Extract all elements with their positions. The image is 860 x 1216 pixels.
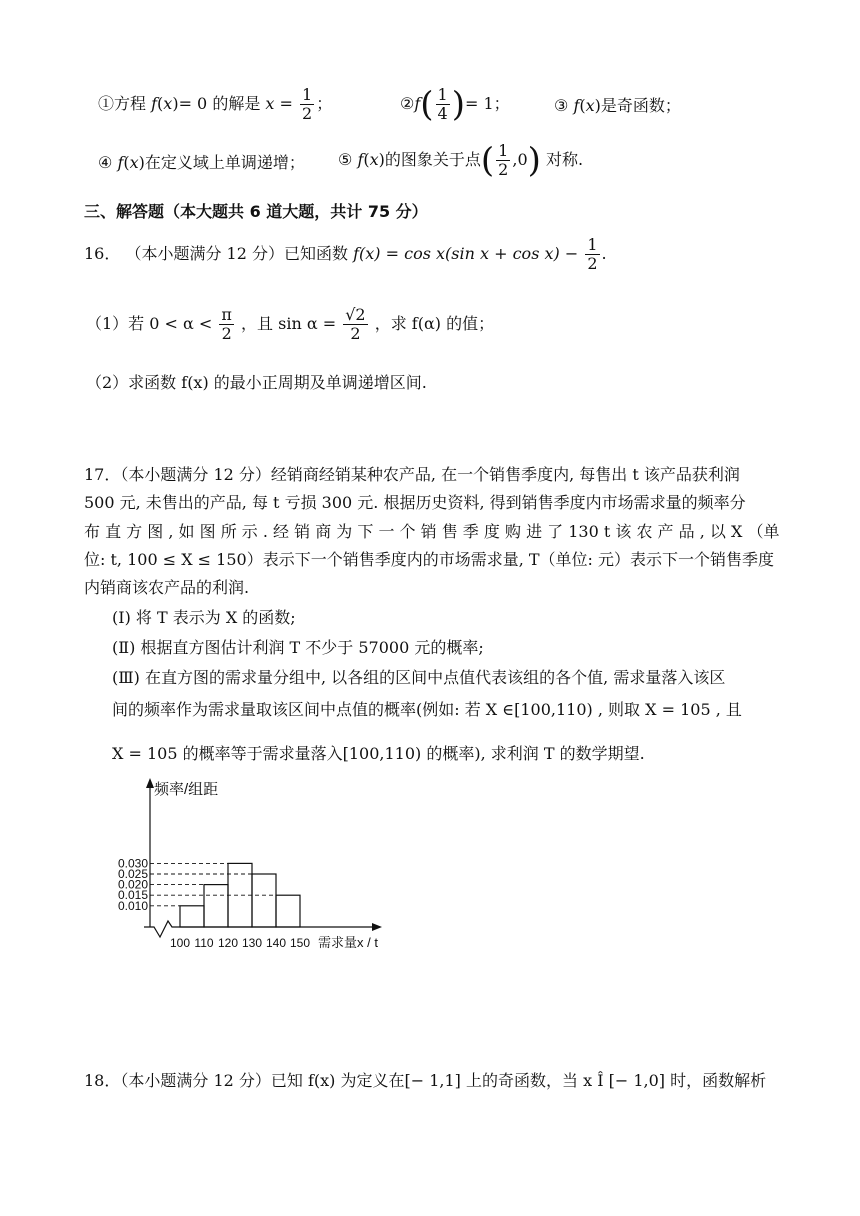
item-5: ⑤ f(x)的图象关于点( $\frac{1}{2}$ ,0) 对称. xyxy=(338,140,584,181)
y-tick-label: 0.030 xyxy=(117,856,148,871)
y-tick-label: 0.025 xyxy=(117,867,148,881)
item-2: ②f( $\frac{1}{4}$ )= 1； xyxy=(400,84,510,125)
x-tick-label: 140 xyxy=(265,936,287,950)
q17-line-5: 内销商该农产品的利润. xyxy=(84,578,250,597)
y-tick-label: 0.015 xyxy=(117,888,148,903)
item-2-fraction: $\frac{1}{4}$ xyxy=(437,85,448,123)
q17-part-2: (Ⅱ) 根据直方图估计利润 T 不少于 57000 元的概率; xyxy=(112,638,484,657)
histogram-bar xyxy=(252,874,276,927)
q16-part-1 xyxy=(86,306,494,343)
histogram-bar xyxy=(276,895,300,927)
y-tick-label: 0.010 xyxy=(117,898,148,913)
q16-part1-c: ，求 f(α) 的值； xyxy=(374,314,495,333)
q17-part-3a: (Ⅲ) 在直方图的需求量分组中, 以各组的区间中点值代表该组的各个值, 需求量落入该区 xyxy=(112,668,726,687)
q17-part-1: (Ⅰ) 将 T 表示为 X 的函数; xyxy=(112,608,296,627)
item-4: ④ f(x)在定义域上单调递增； xyxy=(98,153,305,172)
x-tick-label: 150 xyxy=(289,936,311,950)
x-tick-label: 120 xyxy=(217,936,239,950)
q16-part1-a: （1）若 0 < α < xyxy=(86,314,213,333)
item-1-mid: = 0 的解是 xyxy=(178,94,261,113)
q16-points: （本小题满分 12 分）已知函数 xyxy=(125,244,349,263)
item-3-suffix: 是奇函数； xyxy=(600,96,681,115)
item-1: ①方程 f(x)= 0 的解是 x = $\frac{1}{2}$ ； xyxy=(98,85,333,123)
item-3: ③ f(x)是奇函数； xyxy=(554,96,681,115)
item-1-fraction: $\frac{1}{2}$ xyxy=(302,85,313,123)
q16-pi-fraction: $\frac{\pi}{2}$ xyxy=(221,305,232,343)
item-3-prefix: ③ xyxy=(554,96,569,115)
q16-sqrt-fraction: $\frac{√2}{2}$ xyxy=(345,305,366,343)
q16-part-2: （2）求函数 f(x) 的最小正周期及单调递增区间. xyxy=(86,373,427,392)
q16-number: 16． xyxy=(84,244,121,263)
q17-line-4: 位: t, 100 ≤ X ≤ 150）表示下一个销售季度内的市场需求量, T（单位: 元）表示下一个销售季度 xyxy=(84,550,775,569)
question-16-stem: 16． （本小题满分 12 分）已知函数 f(x) = cos x(sin x + cos x) − $\frac{1}{2}$ . xyxy=(84,235,607,273)
q17-part-3c: X = 105 的概率等于需求量落入[100,110) 的概率), 求利润 T 的数学期望. xyxy=(112,744,645,763)
item-5-suffix: 对称. xyxy=(545,150,584,169)
y-axis-arrow-icon xyxy=(146,778,154,788)
y-axis-label: 频率/组距 xyxy=(154,781,219,798)
item-5-prefix: ⑤ xyxy=(338,150,353,169)
x-axis-arrow-icon xyxy=(372,923,382,931)
item-2-prefix: ② xyxy=(400,94,415,113)
frequency-histogram xyxy=(100,772,400,962)
item-5-mid: 的图象关于点 xyxy=(384,150,481,169)
x-axis-label: 需求量x / t xyxy=(318,935,378,950)
q17-line-2: 500 元, 未售出的产品, 每 t 亏损 300 元. 根据历史资料, 得到销售季度内市场需求量的频率分 xyxy=(84,493,746,512)
histogram-bar xyxy=(204,885,228,927)
x-tick-label: 110 xyxy=(194,936,214,950)
item-4-prefix: ④ xyxy=(98,153,113,172)
item-5-fraction: $\frac{1}{2}$ xyxy=(498,141,509,179)
histogram-bar xyxy=(180,906,204,927)
q17-line-3: 布 直 方 图 , 如 图 所 示 . 经 销 商 为 下 一 个 销 售 季 度 购 进 了 130 t 该 农 产 品 , 以 X （单 xyxy=(84,522,780,541)
q18-line-1: 18．（本小题满分 12 分）已知 f(x) 为定义在[− 1,1] 上的奇函数，当 x Î [− 1,0] 时，函数解析 xyxy=(84,1071,767,1090)
q16-fraction: $\frac{1}{2}$ xyxy=(587,235,598,273)
x-tick-label: 130 xyxy=(241,936,263,950)
section-heading: 三、解答题（本大题共 6 道大题，共计 75 分） xyxy=(84,202,428,221)
y-tick-label: 0.020 xyxy=(117,877,148,892)
x-tick-label: 100 xyxy=(169,936,191,950)
q17-part-3b: 间的频率作为需求量取该区间中点值的概率(例如: 若 X ∈[100,110) , 则取 X = 105 , 且 xyxy=(112,700,742,719)
item-2-suffix: = 1； xyxy=(464,94,510,113)
item-1-prefix: ①方程 xyxy=(98,94,147,113)
item-4-suffix: 在定义域上单调递增； xyxy=(144,153,305,172)
q16-formula: f(x) = cos x(sin x + cos x) − xyxy=(353,244,579,263)
q17-line-1: 17．（本小题满分 12 分）经销商经销某种农产品, 在一个销售季度内, 每售出 t 该产品获利润 xyxy=(84,465,740,484)
q16-part1-b: ，且 sin α = xyxy=(241,314,337,333)
